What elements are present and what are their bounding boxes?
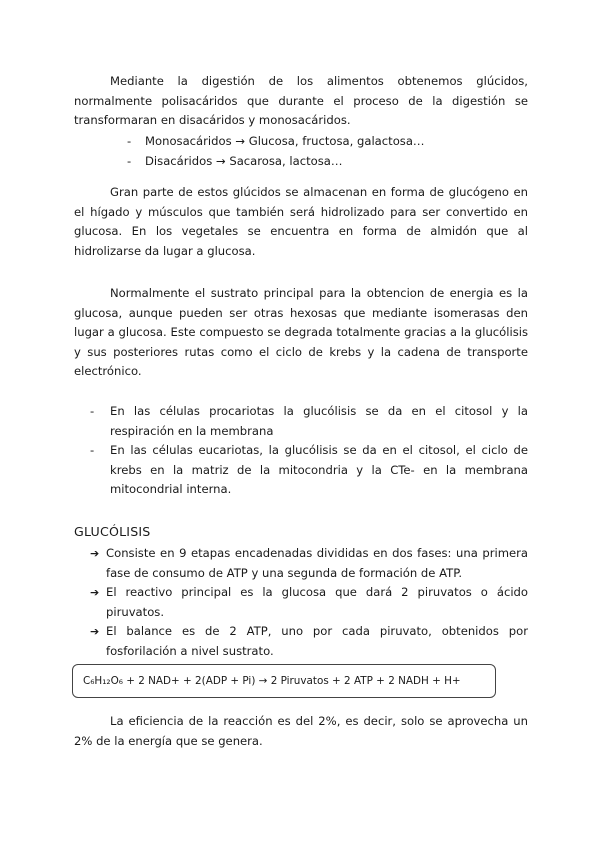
dash-icon: - xyxy=(127,134,132,148)
list-item-text: Consiste en 9 etapas encadenadas divididas en dos fases: una primera fase de consumo de ATP y una segunda de formación de ATP. xyxy=(106,546,528,580)
list-item-text: Disacáridos → Sacarosa, lactosa… xyxy=(145,153,343,168)
arrow-icon: ➔ xyxy=(90,625,100,639)
glycolysis-arrow-list xyxy=(90,544,528,662)
list-item-text: El reactivo principal es la glucosa que dará 2 piruvatos o ácido piruvatos. xyxy=(106,585,528,619)
list-item xyxy=(90,622,528,661)
list-item xyxy=(90,544,528,583)
equation-rest: + 2 NAD+ + 2(ADP + Pi) → 2 Piruvatos + 2 ATP + 2 NADH + H+ xyxy=(122,675,461,687)
paragraph-substrate: Normalmente el sustrato principal para la obtencion de energia es la glucosa, aunque pueden ser otras hexosas que mediante isomerasas den lugar a glucosa. Este compuesto se degrada totalmente gracias a la glucólisis y sus posteriores rutas como el ciclo de krebs y la cadena de transporte electrónico. xyxy=(74,286,528,379)
list-item-text: Monosacáridos → Glucosa, fructosa, galactosa… xyxy=(145,134,425,148)
list-item-text: En las células eucariotas, la glucólisis se da en el citosol, el ciclo de krebs en la matriz de la mitocondria y la CTe- en la membrana mitocondrial interna. xyxy=(110,443,528,497)
dash-icon: - xyxy=(127,153,132,168)
dash-icon: - xyxy=(90,443,95,458)
arrow-icon: ➔ xyxy=(90,547,100,560)
paragraph-efficiency: La eficiencia de la reacción es del 2%, es decir, solo se aprovecha un 2% de la energía que se genera. xyxy=(74,714,528,748)
paragraph-digestion: Mediante la digestión de los alimentos obtenemos glúcidos, normalmente polisacáridos que durante el proceso de la digestión se transformaran en disacáridos y monosacáridos. xyxy=(74,74,528,128)
list-item xyxy=(127,132,527,152)
disaccharide-list xyxy=(127,132,527,171)
equation-glucose: C₆H₁₂O₆ xyxy=(83,675,123,687)
list-item xyxy=(90,402,528,441)
glycolysis-equation-box xyxy=(72,664,496,698)
section-heading-glucolisis: GLUCÓLISIS xyxy=(74,524,151,539)
list-item xyxy=(127,152,527,172)
paragraph-glycogen: Gran parte de estos glúcidos se almacenan en forma de glucógeno en el hígado y músculos que también será hidrolizado para ser convertido en glucosa. En los vegetales se encuentra en forma de almidón que al hidrolizarse da lugar a glucosa. xyxy=(74,185,528,258)
dash-icon: - xyxy=(90,404,95,418)
glycogen-paragraph-block xyxy=(74,183,528,261)
list-item xyxy=(90,583,528,622)
cell-types-list xyxy=(90,402,528,500)
substrate-paragraph-block xyxy=(74,284,528,382)
intro-paragraph-block xyxy=(74,72,528,131)
arrow-icon: ➔ xyxy=(90,586,100,600)
list-item xyxy=(90,441,528,500)
efficiency-paragraph-block xyxy=(74,712,528,751)
list-item-text: El balance es de 2 ATP, uno por cada piruvato, obtenidos por fosforilación a nivel sustrato. xyxy=(106,624,528,658)
list-item-text: En las células procariotas la glucólisis se da en el citosol y la respiración en la membrana xyxy=(110,404,528,438)
